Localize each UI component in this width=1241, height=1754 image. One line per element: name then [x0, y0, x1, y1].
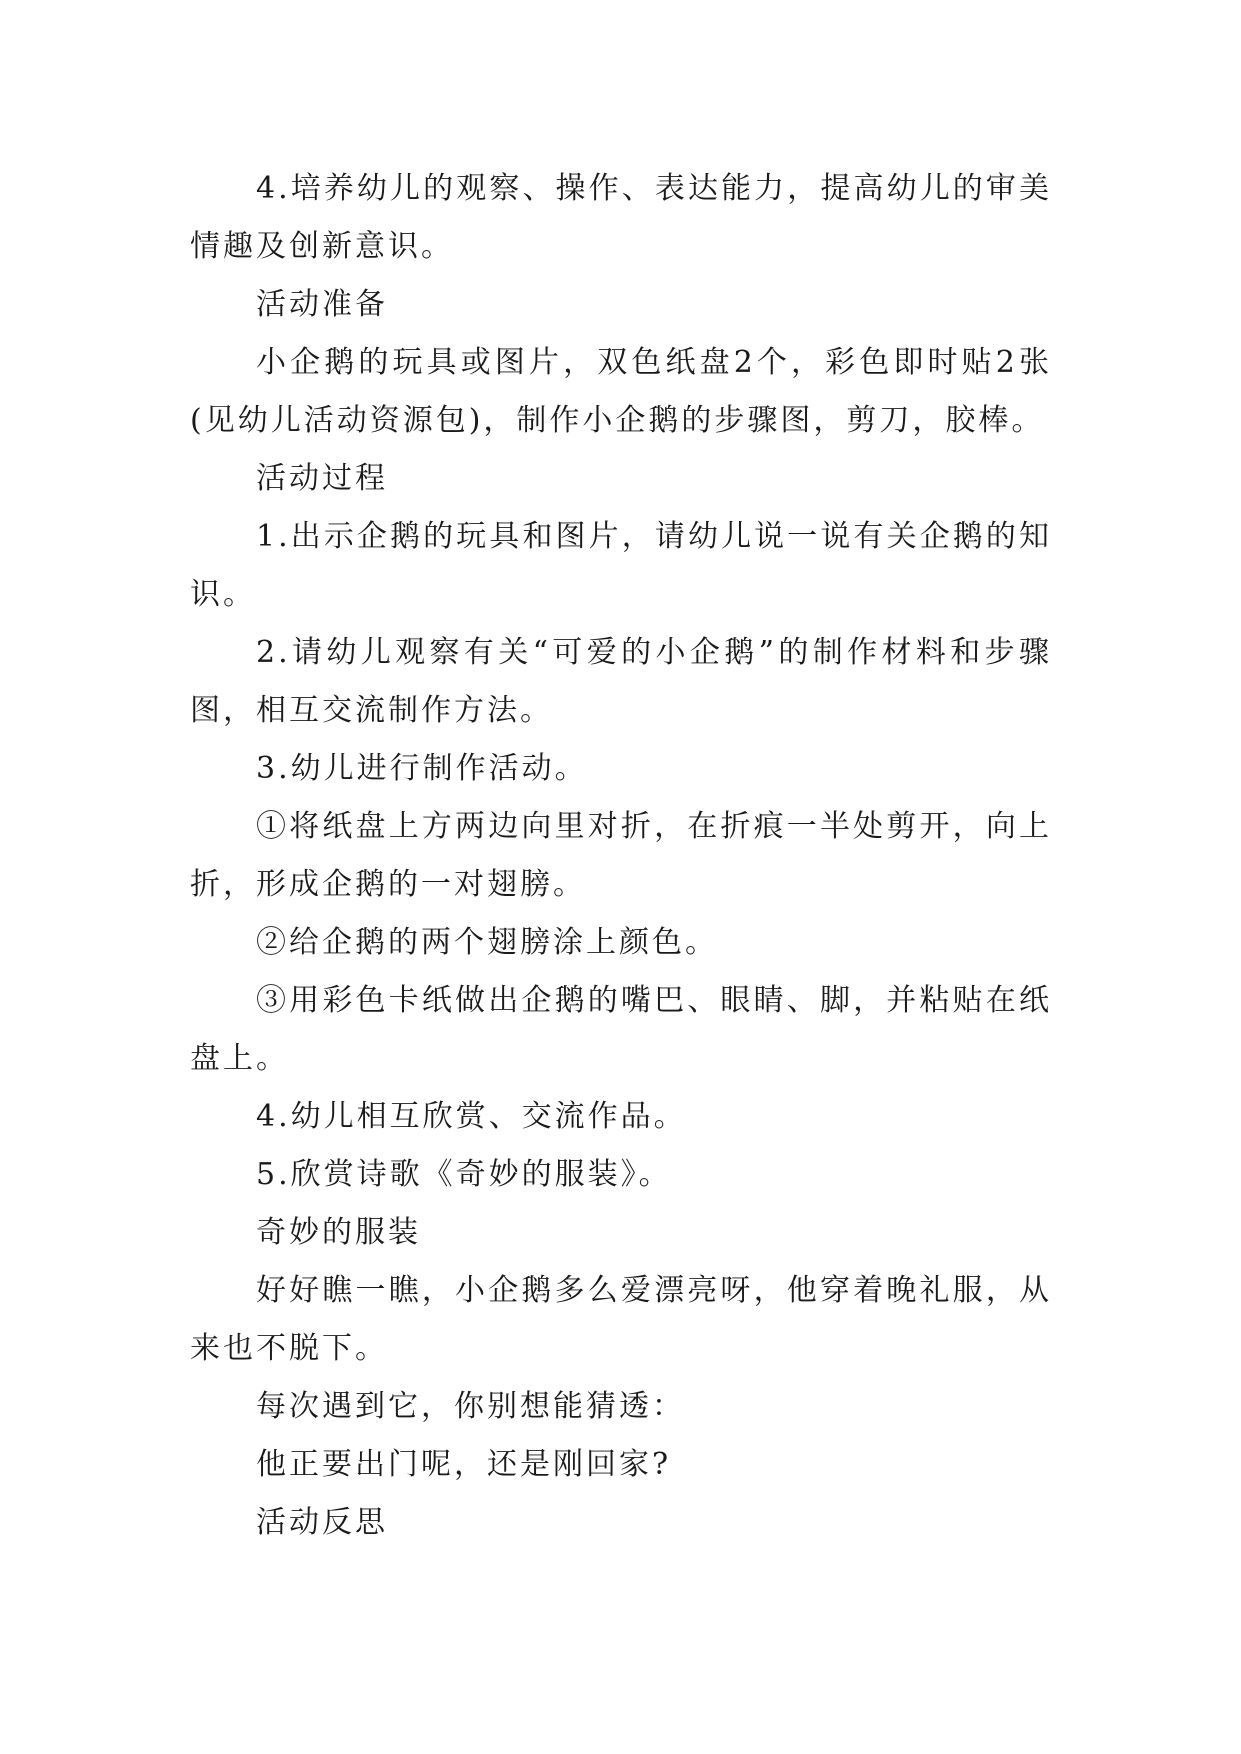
poem-title: 奇妙的服装: [256, 1215, 421, 1250]
heading-activity-reflection: 活动反思: [256, 1505, 388, 1540]
paragraph-step-3: 3.幼儿进行制作活动。: [256, 751, 588, 786]
heading-activity-preparation: 活动准备: [256, 287, 388, 322]
paragraph-substep-3: ③用彩色卡纸做出企鹅的嘴巴、眼睛、脚，并粘贴在纸盘上。: [190, 983, 1052, 1076]
poem-line-2: 每次遇到它，你别想能猜透：: [256, 1389, 685, 1424]
paragraph-step-1: 1.出示企鹅的玩具和图片，请幼儿说一说有关企鹅的知识。: [190, 519, 1052, 612]
paragraph-goal-4: 4.培养幼儿的观察、操作、表达能力，提高幼儿的审美情趣及创新意识。: [190, 171, 1052, 264]
paragraph-step-4: 4.幼儿相互欣赏、交流作品。: [256, 1099, 687, 1134]
paragraph-step-5: 5.欣赏诗歌《奇妙的服装》。: [256, 1157, 672, 1192]
poem-line-3: 他正要出门呢，还是刚回家?: [256, 1447, 672, 1482]
paragraph-materials: 小企鹅的玩具或图片，双色纸盘2个，彩色即时贴2张(见幼儿活动资源包)，制作小企鹅的步骤图，剪刀，胶棒。: [190, 345, 1052, 438]
paragraph-substep-2: ②给企鹅的两个翅膀涂上颜色。: [256, 925, 718, 960]
document-body: [190, 160, 1052, 1552]
heading-activity-process: 活动过程: [256, 461, 388, 496]
paragraph-substep-1: ①将纸盘上方两边向里对折，在折痕一半处剪开，向上折，形成企鹅的一对翅膀。: [190, 809, 1052, 902]
poem-line-1: 好好瞧一瞧，小企鹅多么爱漂亮呀，他穿着晚礼服，从来也不脱下。: [190, 1273, 1052, 1366]
paragraph-step-2: 2.请幼儿观察有关“可爱的小企鹅”的制作材料和步骤图，相互交流制作方法。: [190, 635, 1052, 728]
